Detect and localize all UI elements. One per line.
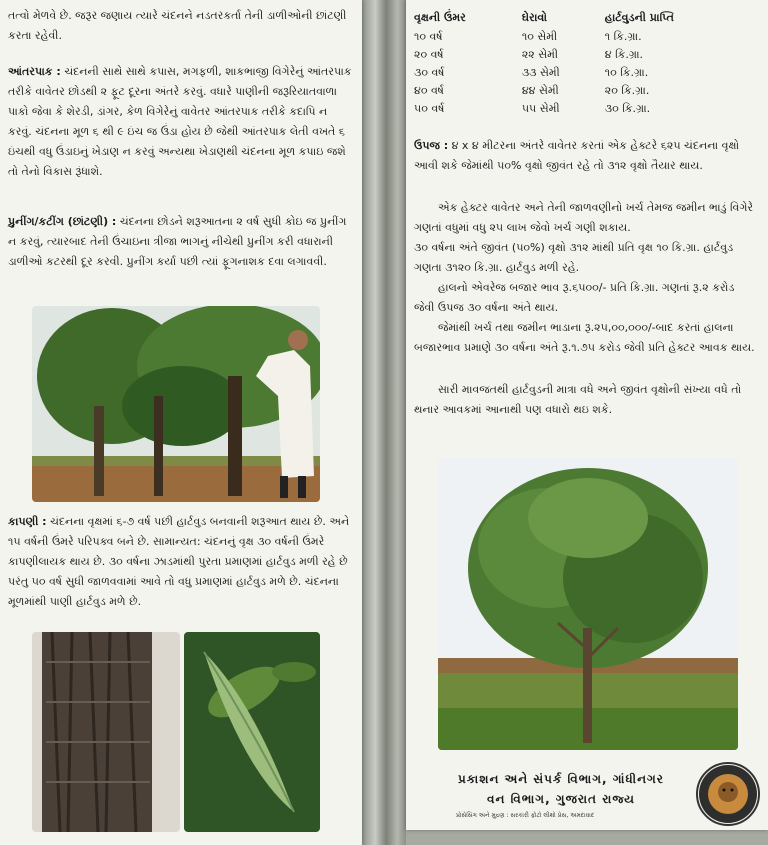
leaf-photo	[184, 632, 320, 832]
col-age-header: વૃક્ષની ઉંમર	[414, 11, 466, 24]
table-header-row	[410, 8, 740, 28]
price-paragraph: હાલનો એવરેજ બજાર ભાવ રૂ.૬૫૦૦/- પ્રતિ કિ.ગ્રા. ગણતાં રૂ.૨ કરોડ જેવી ઉપજ ૩૦ વર્ષના અંતે થાય.	[414, 281, 735, 314]
intercrop-text: ચંદનની સાથે સાથે કપાસ, મગફળી, શાકભાજી વિગેરેનું આંતરપાક તરીકે વાવેતર છોડથી ૨ ફૂટ દૂરના અંતરે કરવું. વધારે પાણીની જરૂરિયાતવાળા પાકો જેવા કે શેરડી, ડાંગર, કેળ વિગેરેનું વાવેતર આંતરપાક તરીકે કદાપિ ન કરવું. ચંદનના મૂળ ૬ થી ૯ ઇંચ જ ઉંડા હોય છે જેથી આંતરપાક લેતી વખતે ૬ ઇંચથી વધુ ઉંડાઇનું ખેડાણ ન કરવું અન્યથા ખેડાણથી ચંદનના મૂળ કપાઇ જશે તો તેનો વિકાસ રૂંધાશે.	[8, 65, 352, 178]
table-cell: ૩૦ કિ.ગ્રા.	[604, 102, 651, 115]
table-row	[410, 100, 740, 118]
table-cell: ૪૪ સેમી	[521, 84, 559, 97]
bark-photo	[32, 632, 180, 832]
heartwood-paragraph: ૩૦ વર્ષના અંતે જીવંત (૫૦%) વૃક્ષો ૩૧૨ માંથી પ્રતિ વૃક્ષ ૧૦ કિ.ગ્રા. હાર્ટવુડ ગણતા ૩૧૨૦ કિ.ગ્રા. હાર્ટવુડ મળી રહે.	[414, 241, 734, 274]
harvest-text: ચંદનના વૃક્ષમાં ૬-૭ વર્ષ પછી હાર્ટવુડ બનવાની શરૂઆત થાય છે. અને ૧૫ વર્ષની ઉંમરે પરિપક્વ બને છે. સામાન્યત: ચંદનનું વૃક્ષ ૩૦ વર્ષની ઉંમરે કાપણીલાયક થાય છે. ૩૦ વર્ષના ઝાડમાંથી પુરતા પ્રમાણમાં હાર્ટવુડ મળી રહે છે પરંતુ ૫૦ વર્ષ સુધી જાળવવામાં આવે તો વધુ પ્રમાણમાં હાર્ટવુડ મળે છે. ચંદનના મૂળમાંથી પાણી હાર્ટવુડ મળે છે.	[8, 515, 350, 608]
left-panel	[0, 0, 362, 845]
table-cell: ૪૦ વર્ષ	[414, 84, 444, 97]
harvest-heading: કાપણી :	[8, 515, 47, 528]
heartwood-table	[410, 8, 740, 118]
table-cell: ૧૦ સેમી	[521, 30, 558, 43]
col-yield-header: હાર્ટવુડની પ્રાપ્તિ	[604, 11, 674, 24]
pruning-heading: પ્રુનીંગ/કટીંગ (છાંટણી) :	[8, 215, 117, 228]
table-cell: ૧૦ કિ.ગ્રા.	[604, 66, 649, 79]
harvest-paragraph	[8, 512, 352, 612]
brochure-fold	[362, 0, 406, 845]
income-paragraph: જેમાંથી ખર્ચ તથા જમીન ભાડાના રૂ.૨૫,૦૦,૦૦૦/-બાદ કરતાં હાલના બજારભાવ પ્રમાણે ૩૦ વર્ષના અંતે રૂ.૧.૭૫ કરોડ જેવી પ્રતિ હેક્ટર આવક થાય.	[414, 321, 755, 354]
table-cell: ૩૦ વર્ષ	[414, 66, 445, 79]
table-cell: ૧ કિ.ગ્રા.	[604, 30, 642, 43]
yield-heading: ઉપજ :	[414, 139, 449, 152]
print-note: પ્રોસેસિંગ અને મુદ્રણ : સરકારી ફોટો લીથો પ્રેસ, અમદાવાદ	[456, 812, 595, 819]
increase-paragraph: સારી માવજતથી હાર્ટવુડની માત્રા વધે અને જીવંત વૃક્ષોની સંખ્યા વધે તો થનાર આવકમાં આનાથી પણ વધારો થઇ શકે.	[414, 383, 742, 416]
yield-paragraph	[414, 136, 758, 176]
table-cell: ૪ કિ.ગ્રા.	[604, 48, 644, 61]
forest-department-seal-icon	[696, 762, 760, 826]
table-cell: ૨૨ સેમી	[521, 48, 559, 61]
yield-text: ૪ x ૪ મીટરના અંતરે વાવેતર કરતાં એક હેક્ટરે ૬૨૫ ચંદનના વૃક્ષો આવી શકે જેમાંથી ૫૦% વૃક્ષો જીવંત રહે તો ૩૧૨ વૃક્ષો તૈયાર થાય.	[414, 139, 740, 172]
cost-paragraph: એક હેક્ટર વાવેતર અને તેની જાળવણીનો ખર્ચ તેમજ જમીન ભાડું વિગેરે ગણતાં વધુમાં વધુ ૨૫ લાખ જેવો ખર્ચ ગણી શકાય.	[414, 201, 754, 234]
table-row	[410, 28, 740, 46]
pruning-text: ચંદનના છોડને શરૂઆતના ૨ વર્ષ સુધી કોઇ જ પ્રુનીંગ ન કરવું, ત્યારબાદ તેની ઉંચાઇના ત્રીજા ભાગનું નીચેથી પ્રુનીંગ કરી વધારાની ડાળીઓ કટરથી દૂર કરવી. પ્રુનીંગ કર્યા પછી ત્યાં ફૂગનાશક દવા લગાવવી.	[8, 215, 347, 268]
table-cell: ૫૫ સેમી	[521, 102, 560, 115]
publisher-line-1: પ્રકાશન અને સંપર્ક વિભાગ, ગાંધીનગર	[458, 772, 664, 786]
table-cell: ૧૦ વર્ષ	[414, 30, 443, 43]
tree-photo	[438, 458, 738, 750]
intro-paragraph: તત્વો મેળવે છે. જરૂર જણાય ત્યારે ચંદનને નડતરકર્તા તેની ડાળીઓની છાંટણી કરતા રહેવી.	[8, 9, 347, 42]
intercrop-heading: આંતરપાક :	[8, 65, 61, 78]
publisher-footer	[406, 760, 768, 830]
table-cell: ૫૦ વર્ષ	[414, 102, 445, 115]
table-cell: ૨૦ વર્ષ	[414, 48, 444, 61]
pruning-paragraph	[8, 212, 352, 272]
intercrop-paragraph	[8, 62, 352, 182]
table-cell: ૩૩ સેમી	[521, 66, 560, 79]
publisher-line-2: વન વિભાગ, ગુજરાત રાજ્ય	[486, 792, 636, 806]
table-row	[410, 46, 740, 64]
pruning-photo	[32, 306, 320, 502]
col-girth-header: ઘેરાવો	[521, 11, 547, 24]
table-cell: ૨૦ કિ.ગ્રા.	[604, 84, 650, 97]
table-row	[410, 64, 740, 82]
table-row	[410, 82, 740, 100]
right-panel	[406, 0, 768, 830]
